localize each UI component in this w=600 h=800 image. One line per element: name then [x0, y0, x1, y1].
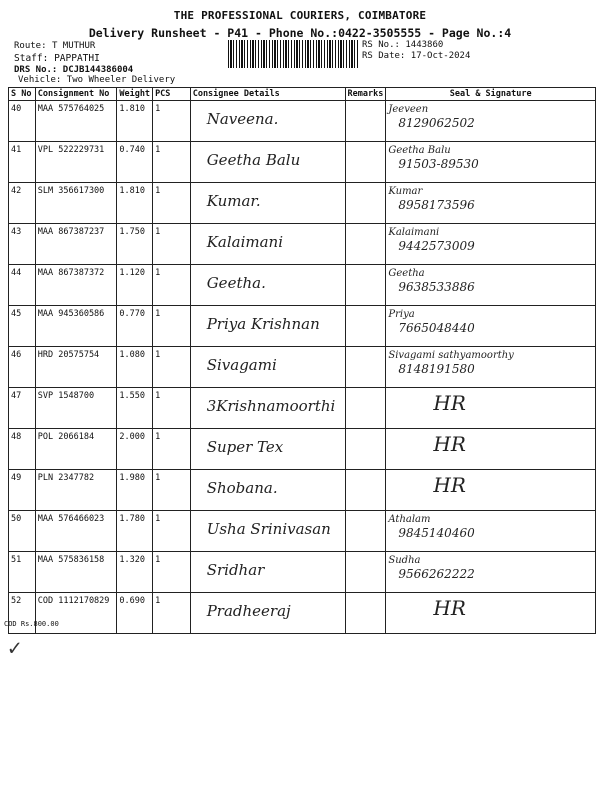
- vehicle-value: Two Wheeler Delivery: [66, 75, 176, 85]
- signature-cell: [386, 224, 596, 265]
- consignee-handwritten-name: Shobana.: [206, 479, 278, 497]
- consignee-handwritten-name: Usha Srinivasan: [206, 520, 331, 538]
- recipient-signature: Sivagami sathyamoorthy: [388, 350, 514, 361]
- rs-date-label: RS Date:: [362, 51, 406, 61]
- recipient-signature: Priya: [388, 309, 415, 320]
- consignment-cell: MAA 575764025: [35, 101, 117, 142]
- pcs-cell: 1: [153, 388, 191, 429]
- sno-cell: 44: [9, 265, 36, 306]
- drs-line: [14, 65, 133, 75]
- signature-cell: [386, 265, 596, 306]
- consignment-cell: MAA 575836158: [35, 552, 117, 593]
- consignment-cell: MAA 867387237: [35, 224, 117, 265]
- recipient-phone: 7665048440: [398, 321, 475, 335]
- consignee-cell: [190, 142, 345, 183]
- check-mark-icon: ✓: [8, 636, 22, 661]
- col-header-signature: Seal & Signature: [386, 88, 596, 101]
- recipient-signature: Athalam: [388, 514, 431, 525]
- weight-cell: 1.550: [117, 388, 153, 429]
- consignee-handwritten-name: Sridhar: [206, 561, 265, 579]
- table-row: [9, 388, 596, 429]
- signature-cell: [386, 470, 596, 511]
- weight-cell: 1.120: [117, 265, 153, 306]
- vehicle-label: Vehicle:: [18, 75, 62, 85]
- weight-cell: 1.750: [117, 224, 153, 265]
- recipient-phone: 8129062502: [398, 116, 475, 130]
- pcs-cell: 1: [153, 470, 191, 511]
- pcs-cell: 1: [153, 224, 191, 265]
- sno-cell: 45: [9, 306, 36, 347]
- col-header-consignee: Consignee Details: [190, 88, 345, 101]
- runsheet-table: [8, 87, 596, 634]
- rs-no-label: RS No.:: [362, 40, 400, 50]
- pcs-cell: 1: [153, 101, 191, 142]
- recipient-phone: 9845140460: [398, 526, 475, 540]
- consignee-cell: [190, 470, 345, 511]
- consignee-cell: [190, 593, 345, 634]
- table-row: [9, 347, 596, 388]
- remarks-cell: [345, 183, 386, 224]
- consignee-cell: [190, 388, 345, 429]
- weight-cell: 0.740: [117, 142, 153, 183]
- table-row: [9, 101, 596, 142]
- sno-cell: 40: [9, 101, 36, 142]
- signature-cell: [386, 593, 596, 634]
- table-row: [9, 142, 596, 183]
- remarks-cell: [345, 470, 386, 511]
- pcs-cell: 1: [153, 183, 191, 224]
- consignee-handwritten-name: Kumar.: [206, 192, 261, 210]
- weight-cell: 1.810: [117, 101, 153, 142]
- recipient-signature: Geetha Balu: [388, 145, 451, 156]
- signature-cell: [386, 142, 596, 183]
- consignee-handwritten-name: Pradheeraj: [206, 602, 291, 620]
- consignee-cell: [190, 224, 345, 265]
- pcs-cell: 1: [153, 347, 191, 388]
- signature-cell: [386, 429, 596, 470]
- hr-mark: HR: [433, 432, 466, 456]
- weight-cell: 0.770: [117, 306, 153, 347]
- drs-value: DCJB144386004: [62, 65, 134, 75]
- weight-cell: 2.000: [117, 429, 153, 470]
- consignment-cell: SLM 356617300: [35, 183, 117, 224]
- pcs-cell: 1: [153, 593, 191, 634]
- hr-mark: HR: [433, 473, 466, 497]
- pcs-cell: 1: [153, 552, 191, 593]
- recipient-phone: 9442573009: [398, 239, 475, 253]
- pcs-cell: 1: [153, 306, 191, 347]
- recipient-phone: 91503-89530: [398, 157, 479, 171]
- sno-cell: 46: [9, 347, 36, 388]
- table-row: [9, 593, 596, 634]
- consignee-cell: [190, 347, 345, 388]
- consignee-handwritten-name: Sivagami: [206, 356, 277, 374]
- route-label: Route:: [14, 41, 47, 51]
- consignee-handwritten-name: Geetha Balu: [206, 151, 301, 169]
- consignment-cell: PLN 2347782: [35, 470, 117, 511]
- weight-cell: 1.980: [117, 470, 153, 511]
- consignment-cell: VPL 522229731: [35, 142, 117, 183]
- sno-cell: 47: [9, 388, 36, 429]
- route-value: T MUTHUR: [51, 41, 96, 51]
- remarks-cell: [345, 142, 386, 183]
- table-row: [9, 224, 596, 265]
- recipient-signature: Sudha: [388, 555, 421, 566]
- consignee-cell: [190, 552, 345, 593]
- sno-cell: 51: [9, 552, 36, 593]
- consignee-handwritten-name: Super Tex: [206, 438, 284, 456]
- sno-cell: 43: [9, 224, 36, 265]
- signature-cell: [386, 552, 596, 593]
- rs-date-line: [362, 51, 470, 61]
- cod-amount-note: COD Rs.800.00: [4, 620, 59, 628]
- pcs-cell: 1: [153, 429, 191, 470]
- rs-no-value: 1443860: [405, 40, 444, 50]
- table-header-row: [9, 88, 596, 101]
- staff-label: Staff:: [14, 53, 49, 64]
- remarks-cell: [345, 593, 386, 634]
- sno-cell: 50: [9, 511, 36, 552]
- consignee-handwritten-name: Geetha.: [206, 274, 266, 292]
- consignee-cell: [190, 183, 345, 224]
- recipient-signature: Jeeveen: [388, 104, 429, 115]
- barcode-image: [228, 40, 358, 68]
- table-row: [9, 306, 596, 347]
- signature-cell: [386, 306, 596, 347]
- remarks-cell: [345, 101, 386, 142]
- hr-mark: HR: [433, 596, 466, 620]
- consignee-cell: [190, 101, 345, 142]
- sno-cell: 42: [9, 183, 36, 224]
- col-header-consignment: Consignment No: [35, 88, 117, 101]
- table-row: [9, 429, 596, 470]
- sno-cell: 52: [9, 593, 36, 634]
- consignment-cell: SVP 1548700: [35, 388, 117, 429]
- runsheet-title: Delivery Runsheet - P41 - Phone No.:0422-3505555 - Page No.:4: [88, 26, 512, 40]
- recipient-phone: 9638533886: [398, 280, 475, 294]
- weight-cell: 1.080: [117, 347, 153, 388]
- remarks-cell: [345, 224, 386, 265]
- consignee-cell: [190, 306, 345, 347]
- sno-cell: 41: [9, 142, 36, 183]
- hr-mark: HR: [433, 391, 466, 415]
- table-row: [9, 511, 596, 552]
- recipient-phone: 8958173596: [398, 198, 475, 212]
- col-header-sno: S No: [9, 88, 36, 101]
- remarks-cell: [345, 511, 386, 552]
- weight-cell: 0.690: [117, 593, 153, 634]
- drs-label: DRS No.:: [14, 65, 58, 75]
- table-row: [9, 265, 596, 306]
- signature-cell: [386, 388, 596, 429]
- remarks-cell: [345, 552, 386, 593]
- weight-cell: 1.320: [117, 552, 153, 593]
- consignment-cell: POL 2066184: [35, 429, 117, 470]
- recipient-phone: 9566262222: [398, 567, 475, 581]
- consignee-handwritten-name: Naveena.: [206, 110, 279, 128]
- col-header-pcs: PCS: [153, 88, 191, 101]
- remarks-cell: [345, 429, 386, 470]
- consignee-handwritten-name: 3Krishnamoorthi: [206, 397, 336, 415]
- consignee-handwritten-name: Priya Krishnan: [206, 315, 320, 333]
- col-header-remarks: Remarks: [345, 88, 386, 101]
- staff-value: PAPPATHI: [54, 53, 100, 64]
- signature-cell: [386, 183, 596, 224]
- pcs-cell: 1: [153, 511, 191, 552]
- signature-cell: [386, 101, 596, 142]
- consignment-cell: MAA 945360586: [35, 306, 117, 347]
- remarks-cell: [345, 265, 386, 306]
- consignment-cell: MAA 576466023: [35, 511, 117, 552]
- weight-cell: 1.810: [117, 183, 153, 224]
- table-row: [9, 470, 596, 511]
- recipient-signature: Geetha: [388, 268, 425, 279]
- table-row: [9, 552, 596, 593]
- rs-no-line: [362, 40, 443, 50]
- recipient-signature: Kumar: [388, 186, 423, 197]
- sno-cell: 48: [9, 429, 36, 470]
- weight-cell: 1.780: [117, 511, 153, 552]
- rs-date-value: 17-Oct-2024: [410, 51, 471, 61]
- route-line: [14, 41, 95, 51]
- recipient-signature: Kalaimani: [388, 227, 440, 238]
- sno-cell: 49: [9, 470, 36, 511]
- signature-cell: [386, 511, 596, 552]
- remarks-cell: [345, 306, 386, 347]
- consignee-handwritten-name: Kalaimani: [206, 233, 284, 251]
- col-header-weight: Weight: [117, 88, 153, 101]
- company-title: THE PROFESSIONAL COURIERS, COIMBATORE: [173, 9, 427, 22]
- consignee-cell: [190, 429, 345, 470]
- table-row: [9, 183, 596, 224]
- consignment-cell: MAA 867387372: [35, 265, 117, 306]
- signature-cell: [386, 347, 596, 388]
- pcs-cell: 1: [153, 265, 191, 306]
- consignment-cell: HRD 20575754: [35, 347, 117, 388]
- consignee-cell: [190, 265, 345, 306]
- vehicle-line: [18, 75, 175, 85]
- staff-line: [14, 53, 100, 64]
- remarks-cell: [345, 347, 386, 388]
- pcs-cell: 1: [153, 142, 191, 183]
- consignee-cell: [190, 511, 345, 552]
- remarks-cell: [345, 388, 386, 429]
- consignment-cell: COD 1112170829: [35, 593, 117, 634]
- recipient-phone: 8148191580: [398, 362, 475, 376]
